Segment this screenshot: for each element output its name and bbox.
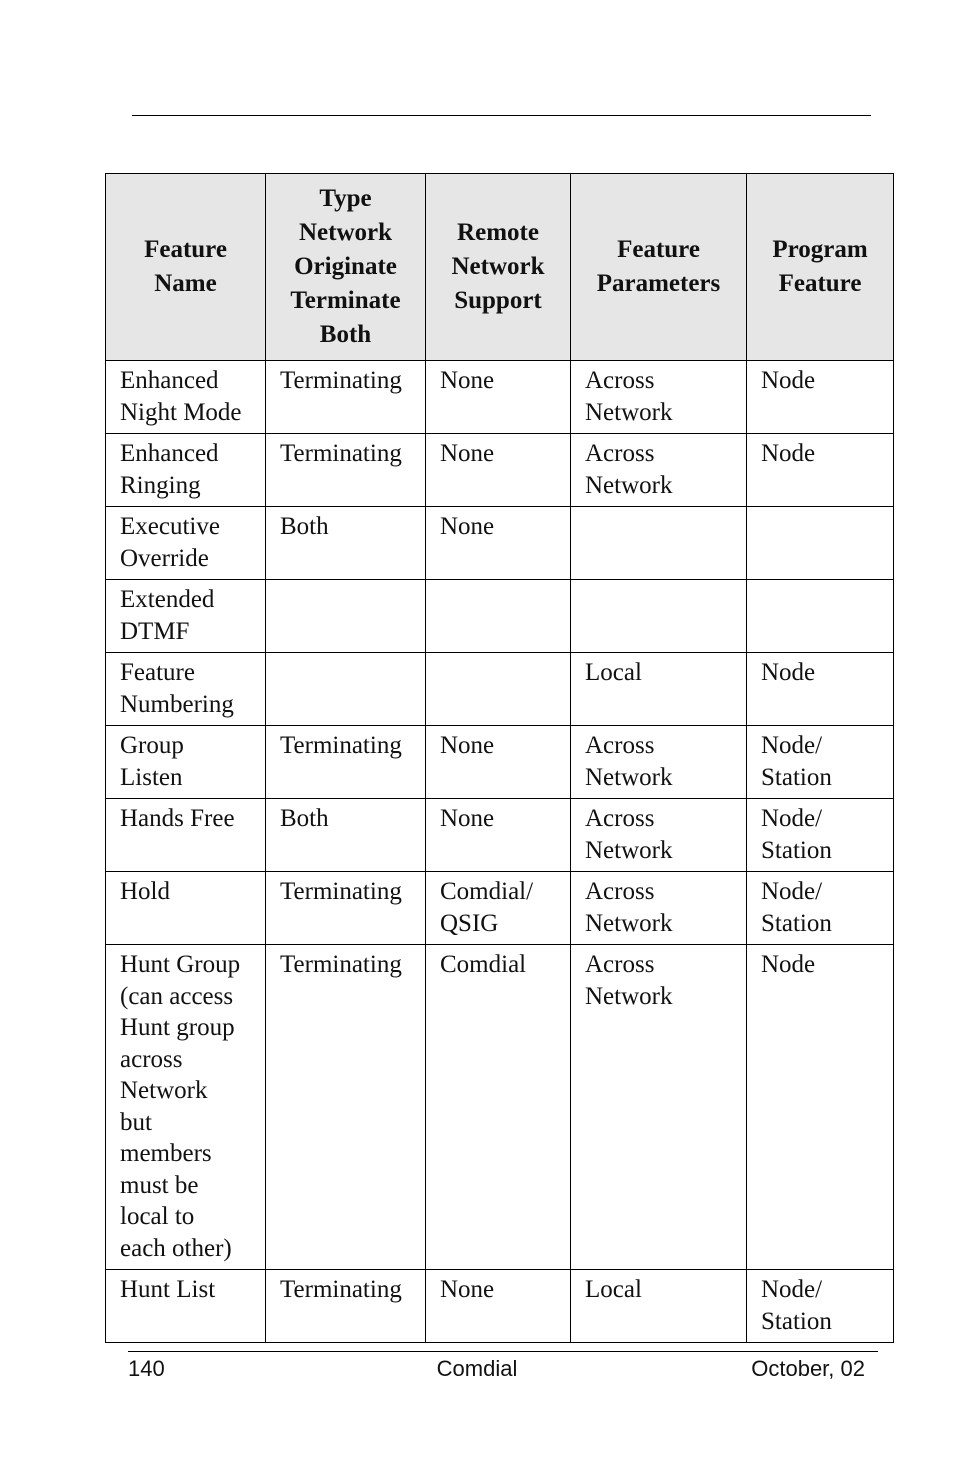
table-cell	[571, 726, 747, 799]
table-cell	[426, 799, 571, 872]
header-line: Feature	[778, 270, 862, 297]
cell-line: Numbering	[120, 690, 234, 718]
cell-line: across	[120, 1045, 183, 1073]
table-cell	[266, 945, 426, 1270]
cell-line: Override	[120, 544, 209, 572]
table-cell	[571, 799, 747, 872]
header-line: Network	[451, 253, 545, 280]
cell-line: Node	[761, 951, 816, 978]
table-cell	[266, 580, 426, 653]
table-cell	[426, 653, 571, 726]
cell-line: must be	[120, 1171, 199, 1199]
cell-line: None	[440, 367, 495, 394]
cell-line: Terminating	[280, 1276, 402, 1303]
cell-line: None	[440, 440, 495, 467]
cell-line: Across	[585, 440, 655, 467]
table-cell	[747, 872, 894, 945]
table-row	[106, 361, 894, 434]
table-cell	[266, 507, 426, 580]
table-cell	[747, 799, 894, 872]
cell-line: None	[440, 805, 495, 832]
cell-line: each other)	[120, 1234, 232, 1262]
cell-line: Network	[585, 982, 673, 1010]
cell-line: Node/	[761, 1276, 823, 1303]
table-cell	[106, 434, 266, 507]
cell-line: Enhanced	[120, 367, 219, 394]
header-remote-network-support	[426, 174, 571, 361]
cell-line: Node/	[761, 878, 823, 905]
footer-publisher: Comdial	[436, 1356, 518, 1381]
table-cell	[747, 726, 894, 799]
cell-line: Station	[761, 1307, 832, 1335]
table-cell	[571, 507, 747, 580]
cell-line: (can access	[120, 982, 234, 1010]
table-cell	[106, 507, 266, 580]
cell-line: members	[120, 1140, 212, 1167]
table-cell	[571, 580, 747, 653]
table-row	[106, 434, 894, 507]
table-cell	[747, 1270, 894, 1343]
table-cell	[426, 1270, 571, 1343]
cell-line: Across	[585, 805, 655, 832]
table-cell	[106, 361, 266, 434]
table-cell	[266, 1270, 426, 1343]
table-cell	[571, 434, 747, 507]
table-cell	[747, 434, 894, 507]
cell-line: Node/	[761, 805, 823, 832]
cell-line: Night Mode	[120, 398, 242, 426]
table-cell	[106, 580, 266, 653]
cell-line: Station	[761, 836, 832, 864]
table-cell	[106, 1270, 266, 1343]
cell-line: Node/	[761, 732, 823, 759]
table-cell	[426, 945, 571, 1270]
header-row	[106, 174, 894, 361]
cell-line: Station	[761, 909, 832, 937]
table-cell	[266, 872, 426, 945]
table-cell	[571, 361, 747, 434]
table-cell	[426, 726, 571, 799]
cell-line: Network	[120, 1077, 208, 1104]
cell-line: Network	[585, 909, 673, 937]
page-number: 140	[128, 1356, 165, 1381]
table-cell	[426, 507, 571, 580]
cell-line: Across	[585, 732, 655, 759]
cell-line: Enhanced	[120, 440, 219, 467]
table-cell	[266, 653, 426, 726]
table-cell	[106, 872, 266, 945]
header-line: Support	[454, 287, 542, 314]
table-cell	[747, 361, 894, 434]
cell-line: Hunt group	[120, 1014, 235, 1041]
cell-line: Hold	[120, 878, 170, 905]
header-feature-parameters	[571, 174, 747, 361]
table-cell	[747, 507, 894, 580]
feature-table-body	[106, 361, 894, 1343]
table-cell	[571, 872, 747, 945]
header-line: Originate	[294, 253, 397, 280]
cell-line: Network	[585, 398, 673, 426]
footer-rule	[128, 1351, 878, 1352]
table-cell	[106, 653, 266, 726]
cell-line: Node	[761, 659, 816, 686]
cell-line: Both	[280, 805, 329, 832]
feature-table-header	[106, 174, 894, 361]
header-line: Feature	[617, 236, 700, 263]
table-row	[106, 726, 894, 799]
cell-line: QSIG	[440, 909, 499, 937]
cell-line: Node	[761, 440, 816, 467]
header-rule	[132, 115, 871, 116]
cell-line: Hands Free	[120, 805, 235, 832]
cell-line: Station	[761, 763, 832, 791]
table-cell	[106, 799, 266, 872]
table-cell	[106, 945, 266, 1270]
header-line: Program	[772, 236, 868, 263]
cell-line: Terminating	[280, 951, 402, 978]
cell-line: Across	[585, 878, 655, 905]
cell-line: Network	[585, 836, 673, 864]
feature-table	[105, 173, 894, 1343]
header-line: Both	[319, 321, 372, 348]
cell-line: DTMF	[120, 617, 190, 645]
cell-line: Comdial/	[440, 878, 534, 905]
header-line: Network	[298, 219, 393, 246]
cell-line: Terminating	[280, 367, 402, 394]
cell-line: Terminating	[280, 878, 402, 905]
cell-line: but	[120, 1108, 152, 1136]
header-feature-name	[106, 174, 266, 361]
cell-line: Terminating	[280, 440, 402, 467]
table-cell	[426, 361, 571, 434]
cell-line: None	[440, 513, 495, 540]
header-line: Feature	[144, 236, 227, 263]
table-cell	[266, 434, 426, 507]
table-cell	[426, 434, 571, 507]
table-cell	[426, 872, 571, 945]
table-cell	[747, 580, 894, 653]
cell-line: Hunt List	[120, 1276, 216, 1303]
table-cell	[266, 799, 426, 872]
table-row	[106, 799, 894, 872]
table-row	[106, 945, 894, 1270]
cell-line: Node	[761, 367, 816, 394]
table-row	[106, 872, 894, 945]
header-line: Name	[154, 270, 217, 297]
cell-line: Terminating	[280, 732, 402, 759]
header-type	[266, 174, 426, 361]
cell-line: local to	[120, 1203, 195, 1230]
cell-line: Network	[585, 763, 673, 791]
table-row	[106, 580, 894, 653]
table-cell	[106, 726, 266, 799]
cell-line: Comdial	[440, 951, 527, 978]
cell-line: None	[440, 1276, 495, 1303]
table-cell	[747, 653, 894, 726]
header-program-feature	[747, 174, 894, 361]
cell-line: Group	[120, 732, 184, 759]
header-line: Terminate	[290, 287, 401, 314]
cell-line: Local	[585, 1276, 642, 1303]
cell-line: Ringing	[120, 471, 201, 499]
table-row	[106, 1270, 894, 1343]
header-line: Parameters	[596, 270, 721, 297]
table-cell	[571, 945, 747, 1270]
table-cell	[571, 1270, 747, 1343]
cell-line: Across	[585, 367, 655, 394]
cell-line: None	[440, 732, 495, 759]
cell-line: Hunt Group	[120, 951, 241, 978]
cell-line: Network	[585, 471, 673, 499]
header-line: Type	[319, 185, 372, 212]
cell-line: Executive	[120, 513, 220, 540]
cell-line: Both	[280, 513, 329, 540]
table-cell	[266, 361, 426, 434]
table-cell	[266, 726, 426, 799]
table-row	[106, 507, 894, 580]
table-cell	[426, 580, 571, 653]
cell-line: Extended	[120, 586, 215, 613]
header-line: Remote	[457, 219, 539, 246]
cell-line: Feature	[120, 659, 195, 686]
footer-date: October, 02	[751, 1356, 865, 1381]
cell-line: Local	[585, 659, 642, 686]
cell-line: Across	[585, 951, 655, 978]
table-row	[106, 653, 894, 726]
cell-line: Listen	[120, 763, 183, 791]
table-cell	[571, 653, 747, 726]
table-cell	[747, 945, 894, 1270]
